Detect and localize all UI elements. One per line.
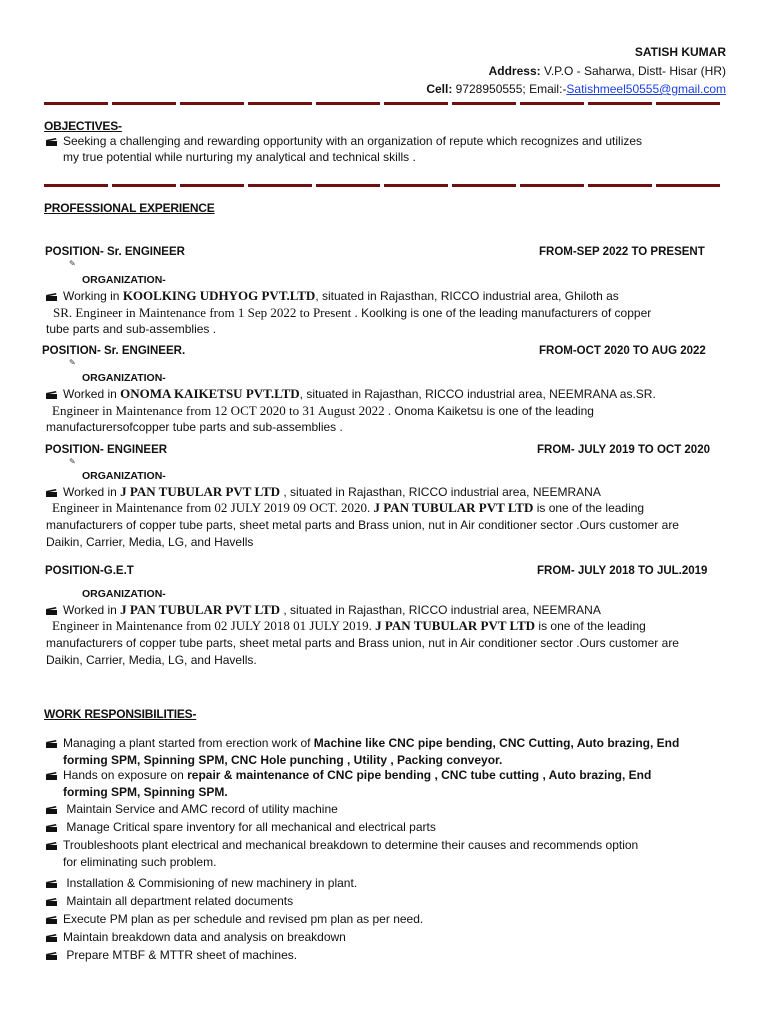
clapper-bullet-icon xyxy=(46,489,57,497)
job-4-company: J PAN TUBULAR PVT LTD xyxy=(120,602,281,617)
address-line xyxy=(489,64,726,78)
job-4-serif-text: Engineer in Maintenance from 02 JULY 2018 01 JULY 2019. xyxy=(52,618,372,633)
job-3-serif-text: Engineer in Maintenance from 02 JULY 2019 09 OCT. 2020. xyxy=(52,500,371,515)
resp-2-continued: forming SPM, Spinning SPM. xyxy=(63,785,228,799)
job-3-company-repeat: J PAN TUBULAR PVT LTD xyxy=(370,500,534,515)
cell-label: Cell: xyxy=(426,82,453,96)
clapper-bullet-icon xyxy=(46,898,57,906)
job-3-suffix: , situated in Rajasthan, RICCO industrial area, NEEMRANA xyxy=(280,485,601,499)
job-1-line-2 xyxy=(53,305,651,321)
address-value: V.P.O - Saharwa, Distt- Hisar (HR) xyxy=(540,64,726,78)
resp-8-text: Execute PM plan as per schedule and revised pm plan as per need. xyxy=(63,912,424,926)
job-2-org-label: ORGANIZATION- xyxy=(82,372,166,384)
job-1-line-3: tube parts and sub-assemblies . xyxy=(46,322,217,336)
resp-6-text: Installation & Commisioning of new machinery in plant. xyxy=(66,876,358,890)
resp-1-continued: forming SPM, Spinning SPM, CNC Hole punching , Utility , Packing conveyor. xyxy=(63,753,503,767)
job-3-line-3: manufacturers of copper tube parts, sheet metal parts and Brass union, nut in Air conditioner sector .Ours customer are xyxy=(46,518,679,532)
address-label: Address: xyxy=(488,64,541,78)
resp-1-text: Managing a plant started from erection work of xyxy=(63,736,314,750)
job-4-line-1 xyxy=(46,602,601,618)
objective-text-1: Seeking a challenging and rewarding opportunity with an organization of repute which recognizes and utilizes xyxy=(63,134,643,148)
job-1-company: KOOLKING UDHYOG PVT.LTD xyxy=(122,288,316,303)
resp-5-continued: for eliminating such problem. xyxy=(63,855,217,869)
job-2-period: FROM-OCT 2020 TO AUG 2022 xyxy=(539,345,706,357)
job-2-line-1 xyxy=(46,386,656,402)
job-4-period: FROM- JULY 2018 TO JUL.2019 xyxy=(537,565,708,577)
responsibility-8 xyxy=(46,911,726,928)
job-3-line-1 xyxy=(46,484,601,500)
clapper-bullet-icon xyxy=(46,293,57,301)
responsibility-1 xyxy=(46,735,726,769)
resp-4-text: Manage Critical spare inventory for all mechanical and electrical parts xyxy=(66,820,436,834)
job-2-prefix: Worked in xyxy=(63,387,121,401)
clapper-bullet-icon xyxy=(46,607,57,615)
responsibility-3 xyxy=(46,801,726,818)
responsibility-10 xyxy=(46,947,726,964)
resp-2-bold: repair & maintenance of CNC pipe bending , CNC tube cutting , Auto brazing, End xyxy=(187,768,652,782)
job-2-company: ONOMA KAIKETSU PVT.LTD xyxy=(120,386,300,401)
job-4-line-3: manufacturers of copper tube parts, sheet metal parts and Brass union, nut in Air conditioner sector .Ours customer are xyxy=(46,636,679,650)
job-1-position: POSITION- Sr. ENGINEER xyxy=(45,246,185,258)
job-2-line-2 xyxy=(52,403,594,419)
objective-line-1 xyxy=(46,134,642,148)
job-2-rest-text: Onoma Kaiketsu is one of the leading xyxy=(391,404,594,418)
job-3-rest-text: is one of the leading xyxy=(533,501,645,515)
clapper-bullet-icon xyxy=(46,842,57,850)
pen-icon: ✎ xyxy=(69,457,76,466)
job-3-prefix: Worked in xyxy=(63,485,121,499)
pen-icon: ✎ xyxy=(69,259,76,268)
resp-10-text: Prepare MTBF & MTTR sheet of machines. xyxy=(66,948,298,962)
job-4-description xyxy=(46,617,726,669)
job-1-org-label: ORGANIZATION- xyxy=(82,274,166,286)
responsibility-7 xyxy=(46,893,726,910)
job-4-prefix: Worked in xyxy=(63,603,121,617)
objective-line-2: my true potential while nurturing my analytical and technical skills . xyxy=(63,150,416,164)
email-link[interactable]: Satishmeel50555@gmail.com xyxy=(566,82,726,96)
job-1-period: FROM-SEP 2022 TO PRESENT xyxy=(539,246,705,258)
job-4-company-repeat: J PAN TUBULAR PVT LTD xyxy=(371,618,536,633)
job-2-suffix: , situated in Rajasthan, RICCO industrial area, NEEMRANA as.SR. xyxy=(299,387,656,401)
clapper-bullet-icon xyxy=(46,880,57,888)
job-4-line-4: Daikin, Carrier, Media, LG, and Havells. xyxy=(46,653,257,667)
job-2-line-3: manufacturersofcopper tube parts and sub-assemblies . xyxy=(46,420,343,434)
job-2-serif-text: Engineer in Maintenance from 12 OCT 2020 to 31 August 2022 . xyxy=(52,403,392,418)
resp-2-text: Hands on exposure on xyxy=(63,768,188,782)
job-3-company: J PAN TUBULAR PVT LTD xyxy=(120,484,281,499)
contact-line xyxy=(426,82,726,96)
objectives-heading: OBJECTIVES- xyxy=(44,119,122,133)
responsibility-2 xyxy=(46,767,726,801)
clapper-bullet-icon xyxy=(46,916,57,924)
job-1-rest-text: Koolking is one of the leading manufacturers of copper xyxy=(357,306,652,320)
responsibility-4 xyxy=(46,819,726,836)
clapper-bullet-icon xyxy=(46,806,57,814)
job-1-line-1 xyxy=(46,288,619,304)
responsibility-9 xyxy=(46,929,726,946)
clapper-bullet-icon xyxy=(46,138,57,146)
resp-1-bold: Machine like CNC pipe bending, CNC Cutting, Auto brazing, End xyxy=(313,736,680,750)
divider-middle xyxy=(44,184,722,187)
responsibilities-heading: WORK RESPONSIBILITIES- xyxy=(44,707,197,721)
job-4-position: POSITION-G.E.T xyxy=(45,565,134,577)
job-4-suffix: , situated in Rajasthan, RICCO industrial area, NEEMRANA xyxy=(280,603,601,617)
job-3-line-4: Daikin, Carrier, Media, LG, and Havells xyxy=(46,535,254,549)
cell-value: 9728950555; Email:- xyxy=(452,82,567,96)
job-4-rest-text: is one of the leading xyxy=(535,619,646,633)
clapper-bullet-icon xyxy=(46,772,57,780)
resp-3-text: Maintain Service and AMC record of utility machine xyxy=(66,802,338,816)
job-1-suffix: , situated in Rajasthan, RICCO industrial area, Ghiloth as xyxy=(315,289,619,303)
divider-top xyxy=(44,102,722,105)
responsibility-6 xyxy=(46,875,726,892)
pen-icon: ✎ xyxy=(69,358,76,367)
job-3-position: POSITION- ENGINEER xyxy=(45,444,168,456)
job-3-period: FROM- JULY 2019 TO OCT 2020 xyxy=(537,444,710,456)
clapper-bullet-icon xyxy=(46,391,57,399)
job-4-org-label: ORGANIZATION- xyxy=(82,588,166,600)
clapper-bullet-icon xyxy=(46,934,57,942)
job-1-prefix: Working in xyxy=(63,289,123,303)
candidate-name: SATISH KUMAR xyxy=(634,45,726,59)
clapper-bullet-icon xyxy=(46,824,57,832)
job-3-description xyxy=(46,499,726,551)
resp-7-text: Maintain all department related documents xyxy=(66,894,294,908)
job-1-serif-text: SR. Engineer in Maintenance from 1 Sep 2022 to Present . xyxy=(53,305,358,320)
job-3-org-label: ORGANIZATION- xyxy=(82,470,166,482)
responsibility-5 xyxy=(46,837,726,871)
resp-9-text: Maintain breakdown data and analysis on breakdown xyxy=(63,930,346,944)
clapper-bullet-icon xyxy=(46,952,57,960)
clapper-bullet-icon xyxy=(46,740,57,748)
experience-heading xyxy=(44,201,215,215)
job-2-position: POSITION- Sr. ENGINEER. xyxy=(42,345,186,357)
resp-5-text: Troubleshoots plant electrical and mechanical breakdown to determine their causes and recommends option xyxy=(63,838,639,852)
experience-heading-text: PROFESSIONAL EXPERIENCE xyxy=(44,201,215,215)
